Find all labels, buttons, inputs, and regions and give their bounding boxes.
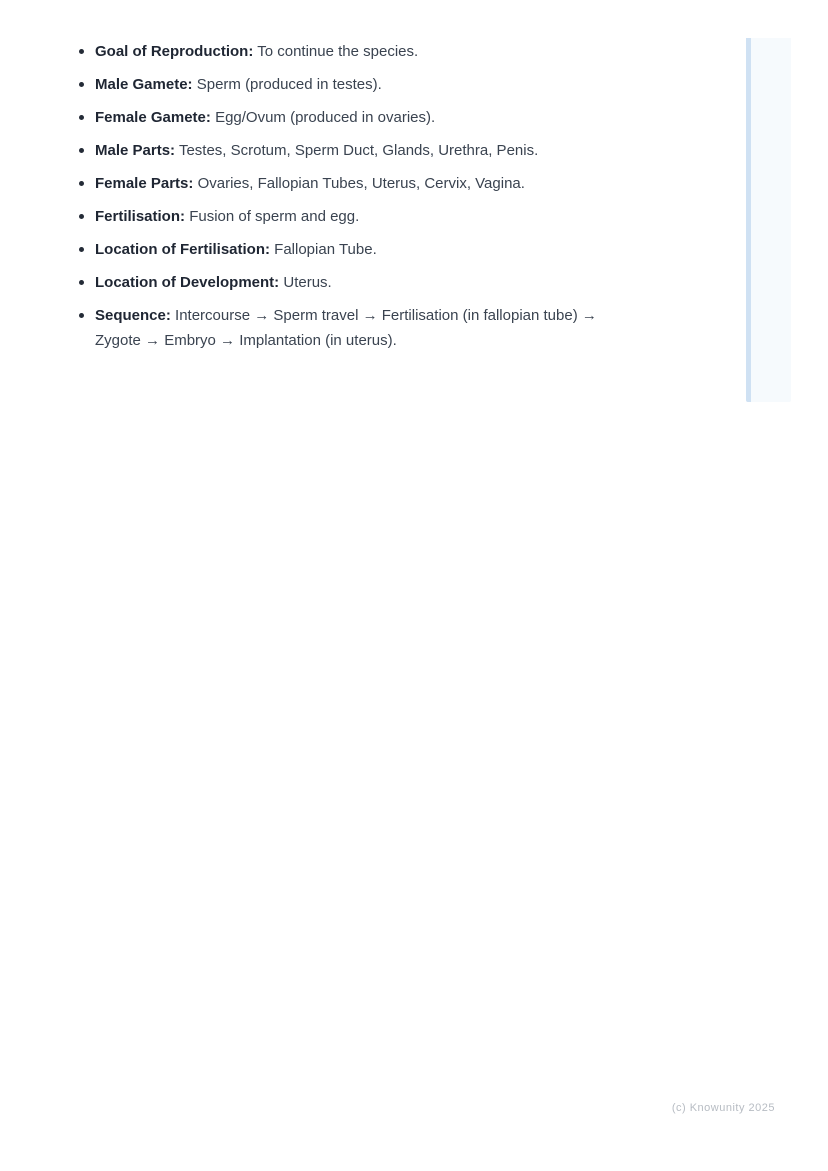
list-item	[78, 303, 630, 353]
list-item-text: Fusion of sperm and egg.	[189, 208, 360, 225]
bullet-icon	[79, 115, 84, 120]
list-item	[78, 72, 630, 97]
list-item-text: To continue the species.	[257, 43, 419, 60]
list-item-label: Male Gamete:	[95, 76, 193, 93]
list-item-text: Egg/Ovum (produced in ovaries).	[215, 109, 436, 126]
list-item-text: Ovaries, Fallopian Tubes, Uterus, Cervix, Vagina.	[197, 175, 525, 192]
list-item-text: Testes, Scrotum, Sperm Duct, Glands, Urethra, Penis.	[178, 142, 539, 159]
bullet-icon	[79, 247, 84, 252]
bullet-icon	[79, 148, 84, 153]
list-item-text: Intercourse → Sperm travel → Fertilisation (in fallopian tube) → Zygote → Embryo → Implantation (in uterus).	[95, 307, 597, 349]
list-item	[78, 270, 630, 295]
side-accent-panel	[746, 38, 791, 402]
list-item-label: Fertilisation:	[95, 208, 186, 225]
list-item	[78, 39, 630, 64]
list-item-text: Sperm (produced in testes).	[196, 76, 382, 93]
bullet-icon	[79, 82, 84, 87]
list-item-label: Goal of Reproduction:	[95, 43, 254, 60]
list-item-text: Fallopian Tube.	[274, 241, 377, 258]
bullet-icon	[79, 214, 84, 219]
list-item	[78, 237, 630, 262]
copyright-watermark: (c) Knowunity 2025	[671, 1102, 775, 1114]
notes-list	[78, 39, 630, 361]
list-item	[78, 105, 630, 130]
list-item-label: Female Gamete:	[95, 109, 211, 126]
list-item-text: Uterus.	[283, 274, 332, 291]
bullet-icon	[79, 280, 84, 285]
list-item	[78, 171, 630, 196]
bullet-icon	[79, 181, 84, 186]
bullet-icon	[79, 49, 84, 54]
list-item	[78, 204, 630, 229]
list-item-label: Sequence:	[95, 307, 171, 324]
list-item-label: Location of Fertilisation:	[95, 241, 270, 258]
bullet-icon	[79, 313, 84, 318]
list-item-label: Female Parts:	[95, 175, 194, 192]
list-item-label: Male Parts:	[95, 142, 176, 159]
list-item	[78, 138, 630, 163]
list-item-label: Location of Development:	[95, 274, 280, 291]
